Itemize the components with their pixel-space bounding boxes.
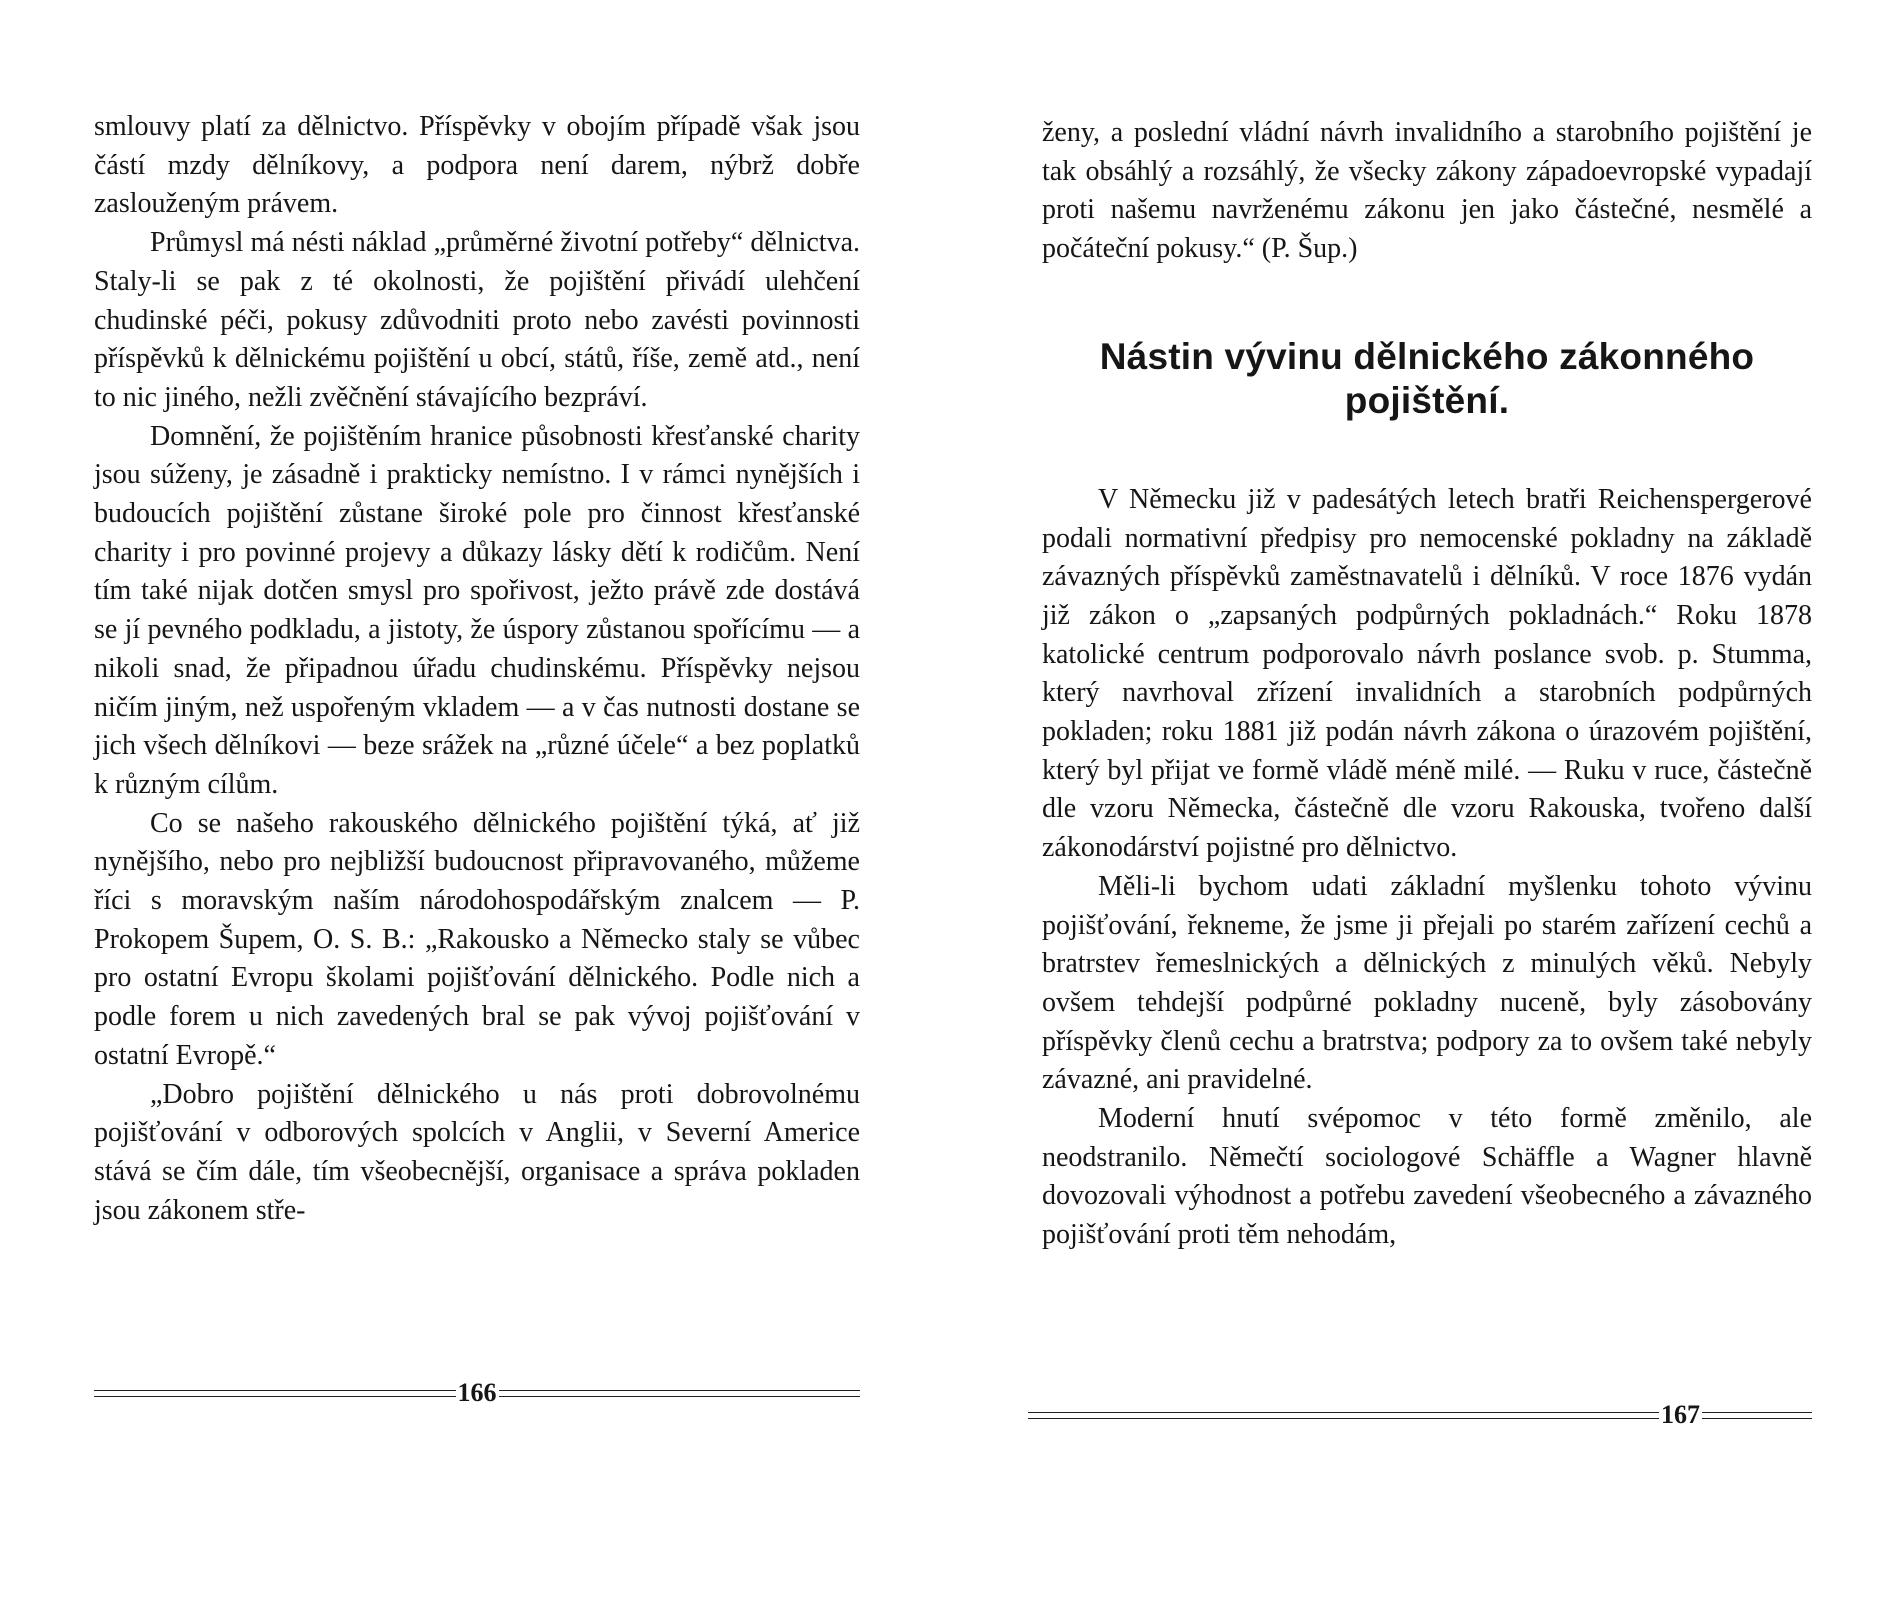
- paragraph: Moderní hnutí svépomoc v této formě změnilo, ale neodstranilo. Němečtí sociologové Schäffle a Wagner hlavně dovozovali výhodnost a potřebu zavedení všeobecného a závazného pojišťování proti těm nehodám,: [1042, 1103, 1812, 1251]
- footer-rule: [499, 1390, 861, 1397]
- paragraph: V Německu již v padesátých letech bratři Reichenspergerové podali normativní předpisy pro nemocenské pokladny na základě závazných příspěvků zaměstnavatelů i dělníků. V roce 1876 vydán již zákon o „zapsaných podpůrných pokladnách.“ Roku 1878 katolické centrum podporovalo návrh poslance svob. p. Stumma, který navrhoval zřízení invalidních a starobních podpůrných pokladen; roku 1881 již podán návrh zákona o úrazovém pojištění, který byl přijat ve formě vládě méně milé. — Ruku v ruce, částečně dle vzoru Německa, částečně dle vzoru Rakouska, tvořeno další zákonodárství pojistné pro dělnictvo.: [1042, 483, 1812, 864]
- right-page: [1042, 114, 1812, 1614]
- footer-rule: [1702, 1412, 1812, 1419]
- footer-rule: [1028, 1412, 1659, 1419]
- page-number-footer-left: [94, 1378, 860, 1408]
- paragraph: Měli-li bychom udati základní myšlenku tohoto vývinu pojišťování, řekneme, že jsme ji přejali po starém zařízení cechů a bratrstev řemeslnických a dělnických z minulých věků. Nebyly ovšem tehdejší podpůrné pokladny nuceně, byly zásobovány příspěvky členů cechu a bratrstva; podpory za to ovšem také nebyly závazné, ani pravidelné.: [1042, 870, 1812, 1096]
- paragraph: Průmysl má nésti náklad „průměrné životní potřeby“ dělnictva. Staly-li se pak z té okolnosti, že pojištění přivádí ulehčení chudinské péči, pokusy zdůvodniti proto nebo zavésti povinnosti příspěvků k dělnickému pojištění u obcí, států, říše, země atd., není to nic jiného, nežli zvěčnění stávajícího bezpráví.: [94, 227, 860, 413]
- page-number: 167: [1661, 1400, 1700, 1429]
- paragraph: ženy, a poslední vládní návrh invalidního a starobního pojištění je tak obsáhlý a rozsáhlý, že všecky zákony západoevropské vypadají proti našemu navrženému zákonu jen jako částečné, nesmělé a počáteční pokusy.“ (P. Šup.): [1042, 117, 1812, 265]
- paragraph: smlouvy platí za dělnictvo. Příspěvky v obojím případě však jsou částí mzdy dělníkovy, a podpora není darem, nýbrž dobře zaslouženým právem.: [94, 111, 860, 220]
- paragraph: „Dobro pojištění dělnického u nás proti dobrovolnému pojišťování v odborových spolcích v Anglii, v Severní Americe stává se čím dále, tím všeobecnější, organisace a správa pokladen jsou zákonem stře-: [94, 1078, 860, 1226]
- section-heading: Nástin vývinu dělnického zákonného pojištění.: [1099, 335, 1755, 421]
- page-number: 166: [457, 1378, 497, 1407]
- page-number-footer-right: [1028, 1400, 1812, 1430]
- footer-rule: [94, 1390, 456, 1397]
- paragraph: Co se našeho rakouského dělnického pojištění týká, ať již nynějšího, nebo pro nejbližší budoucnost připravovaného, můžeme říci s moravským naším národohospodářským znalcem — P. Prokopem Šupem, O. S. B.: „Rakousko a Německo staly se vůbec pro ostatní Evropu školami pojišťování dělnického. Podle nich a podle forem u nich zavedených bral se pak vývoj pojišťování v ostatní Evropě.“: [94, 807, 860, 1071]
- paragraph: Domnění, že pojištěním hranice působnosti křesťanské charity jsou súženy, je zásadně i prakticky nemístno. I v rámci nynějších i budoucích pojištění zůstane široké pole pro činnost křesťanské charity i pro povinné projevy a důkazy lásky dětí k rodičům. Není tím také nijak dotčen smysl pro spořivost, ježto právě zde dostává se jí pevného podkladu, a jistoty, že úspory zůstanou spořícímu — a nikoli snad, že připadnou úřadu chudinskému. Příspěvky nejsou ničím jiným, než uspořeným vkladem — a v čas nutnosti dostane se jich všech dělníkovi — beze srážek na „různé účele“ a bez poplatků k různým cílům.: [94, 420, 860, 800]
